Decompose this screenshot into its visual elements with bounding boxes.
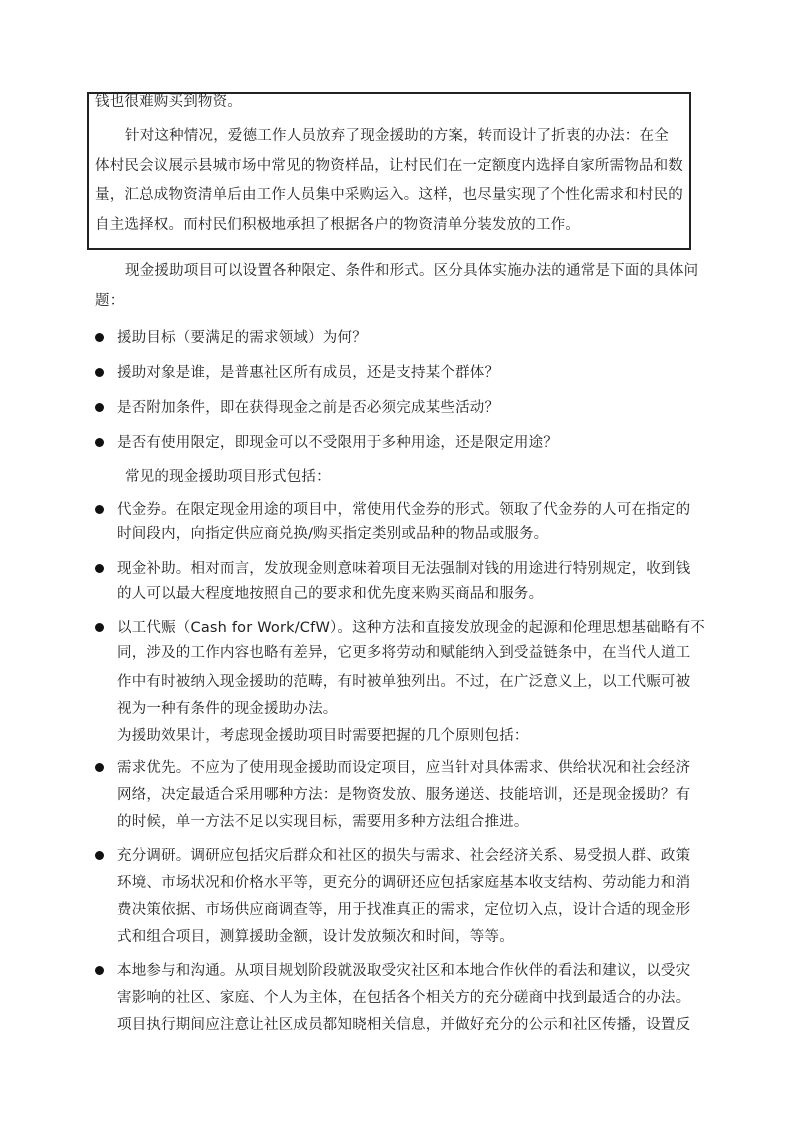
principle-line: 害影响的社区、家庭、个人为主体，在包括各个相关方的充分磋商中找到最适合的办法。 <box>117 990 691 1006</box>
box-line: 体村民会议展示县城市场中常见的物资样品，让村民们在一定额度内选择自家所需物品和数 <box>95 158 683 174</box>
bullet-icon <box>95 966 104 975</box>
bullet-icon <box>95 368 104 377</box>
principle-line: 本地参与和沟通。从项目规划阶段就汲取受灾社区和本地合作伙伴的看法和建议，以受灾 <box>117 963 691 979</box>
principle-line: 需求优先。不应为了使用现金援助而设定项目，应当针对具体需求、供给状况和社会经济 <box>117 760 691 776</box>
principles-heading: 为援助效果计，考虑现金援助项目时需要把握的几个原则包括： <box>117 728 529 744</box>
bullet-icon <box>95 763 104 772</box>
principle-line: 的时候，单一方法不足以实现目标，需要用多种方法组合推进。 <box>117 814 529 830</box>
form-line: 代金券。在限定现金用途的项目中，常使用代金券的形式。领取了代金券的人可在指定的 <box>117 502 691 518</box>
form-line: 时间段内，向指定供应商兑换/购买指定类别或品种的物品或服务。 <box>117 526 549 542</box>
form-line: 的人可以最大程度地按照自己的要求和优先度来购买商品和服务。 <box>117 586 544 602</box>
form-line: 以工代赈（Cash for Work/CfW）。这种方法和直接发放现金的起源和伦理思想基础略有不 <box>117 620 705 636</box>
box-line: 量，汇总成物资清单后由工作人员集中采购运入。这样，也尽量实现了个性化需求和村民的 <box>95 187 683 203</box>
bullet-icon <box>95 505 104 514</box>
principle-line: 环境、市场状况和价格水平等，更充分的调研还应包括家庭基本收支结构、劳动能力和消 <box>117 875 691 891</box>
bullet-icon <box>95 403 104 412</box>
principle-line: 充分调研。调研应包括灾后群众和社区的损失与需求、社会经济关系、易受损人群、政策 <box>117 848 691 864</box>
form-line: 同，涉及的工作内容也略有差异，它更多将劳动和赋能纳入到受益链条中，在当代人道工 <box>117 645 691 661</box>
principle-line: 式和组合项目，测算援助金额，设计发放频次和时间，等等。 <box>117 929 514 945</box>
principle-line: 费决策依据、市场供应商调查等，用于找准真正的需求，定位切入点，设计合适的现金形 <box>117 902 691 918</box>
principle-line: 项目执行期间应注意让社区成员都知晓相关信息，并做好充分的公示和社区传播，设置反 <box>117 1017 691 1033</box>
bullet-icon <box>95 438 104 447</box>
principle-line: 网络，决定最适合采用哪种方法：是物资发放、服务递送、技能培训，还是现金援助？有 <box>117 787 691 803</box>
bullet-icon <box>95 623 104 632</box>
form-line: 视为一种有条件的现金援助办法。 <box>117 701 338 717</box>
bullet-icon <box>95 564 104 573</box>
forms-heading: 常见的现金援助项目形式包括： <box>125 469 331 485</box>
box-line: 钱也很难购买到物资。 <box>95 94 242 110</box>
question-item: 是否附加条件，即在获得现金之前是否必须完成某些活动？ <box>117 400 500 416</box>
box-line: 自主选择权。而村民们积极地承担了根据各户的物资清单分装发放的工作。 <box>95 217 581 233</box>
intro-line: 现金援助项目可以设置各种限定、条件和形式。区分具体实施办法的通常是下面的具体问 <box>125 263 699 279</box>
intro-line: 题： <box>95 293 125 309</box>
question-item: 是否有使用限定，即现金可以不受限用于多种用途，还是限定用途？ <box>117 435 558 451</box>
box-line: 针对这种情况，爱德工作人员放弃了现金援助的方案，转而设计了折衷的办法：在全 <box>125 128 669 144</box>
form-line: 作中有时被纳入现金援助的范畴，有时被单独列出。不过，在广泛意义上，以工代赈可被 <box>117 674 691 690</box>
form-line: 现金补助。相对而言，发放现金则意味着项目无法强制对钱的用途进行特别规定，收到钱 <box>117 561 691 577</box>
bullet-icon <box>95 333 104 342</box>
bullet-icon <box>95 851 104 860</box>
question-item: 援助目标（要满足的需求领域）为何？ <box>117 330 367 346</box>
question-item: 援助对象是谁，是普惠社区所有成员，还是支持某个群体？ <box>117 365 500 381</box>
